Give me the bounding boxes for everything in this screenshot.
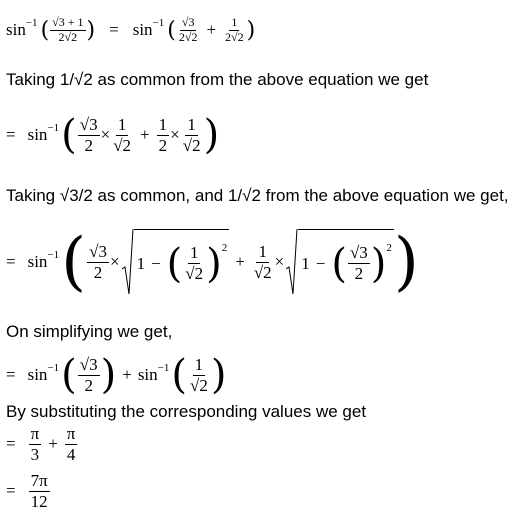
right-paren: )	[100, 352, 117, 398]
minus-sign: −	[315, 253, 326, 273]
denominator: √2	[113, 135, 132, 155]
one: 1	[301, 253, 310, 273]
fraction	[223, 16, 246, 45]
numerator: 1	[231, 14, 238, 29]
equation-line-5	[6, 424, 78, 464]
right-paren: )	[370, 240, 387, 287]
plus-sign: +	[122, 365, 132, 384]
exponent: 2	[221, 241, 228, 254]
plus-sign: +	[140, 125, 150, 144]
numerator: 1	[194, 354, 204, 374]
fraction	[181, 115, 203, 155]
fraction	[29, 471, 50, 511]
fraction	[183, 243, 205, 283]
radical-sign	[286, 229, 298, 295]
numerator: √3 + 1	[52, 14, 84, 29]
plus-sign: +	[206, 20, 217, 39]
left-paren: (	[166, 240, 183, 287]
numerator: 1	[189, 243, 199, 263]
one: 1	[136, 253, 146, 273]
numerator: 1	[117, 114, 127, 134]
numerator: √3	[349, 243, 368, 263]
radicand	[298, 229, 394, 295]
numerator: π	[30, 423, 40, 443]
right-paren: )	[203, 112, 220, 158]
equation-line-1	[6, 10, 255, 50]
fraction	[87, 242, 109, 282]
denominator: 2	[93, 262, 103, 282]
fraction	[78, 355, 100, 395]
equals-sign: =	[6, 481, 16, 500]
denominator: √2	[182, 135, 201, 155]
equals-sign: =	[6, 252, 16, 271]
fraction	[177, 16, 200, 45]
denominator: 2	[84, 375, 93, 395]
denominator: 2	[354, 264, 364, 283]
left-paren: (	[61, 225, 87, 299]
square-root	[122, 229, 230, 295]
equals-sign: =	[6, 434, 16, 453]
plus-sign: +	[235, 252, 245, 271]
equation-line-6	[6, 470, 51, 512]
right-paren: )	[393, 225, 419, 299]
fraction	[111, 115, 133, 155]
numerator: 1	[158, 114, 168, 134]
explanation-text-3: On simplifying we get,	[6, 322, 173, 341]
square-root	[286, 229, 394, 295]
fraction	[50, 16, 85, 45]
equals-sign: =	[6, 125, 16, 144]
left-paren: (	[61, 352, 77, 398]
denominator: √2	[185, 264, 204, 283]
inverse-exponent: −1	[47, 122, 60, 134]
denominator: 3	[30, 444, 40, 464]
equals-sign: =	[109, 20, 119, 39]
left-paren: (	[40, 17, 50, 43]
equation-line-2	[6, 108, 219, 162]
right-paren: )	[210, 352, 227, 398]
fraction	[252, 242, 274, 282]
right-paren: )	[246, 17, 256, 43]
numerator: √3	[181, 14, 195, 29]
denominator: 4	[66, 444, 76, 464]
numerator: 1	[187, 114, 196, 134]
fraction	[348, 243, 370, 283]
radicand	[134, 229, 230, 295]
left-paren: (	[167, 17, 176, 43]
equals-sign: =	[6, 365, 16, 384]
numerator: 7π	[30, 470, 48, 490]
fraction	[157, 115, 170, 155]
left-paren: (	[331, 240, 347, 287]
equation-line-3	[6, 222, 419, 302]
sin-function: sin	[27, 125, 48, 144]
numerator: √3	[79, 354, 98, 374]
denominator: 2	[158, 135, 168, 155]
numerator: √3	[89, 241, 107, 261]
denominator: 2√2	[225, 29, 244, 44]
denominator: 2	[84, 135, 93, 155]
right-paren: )	[86, 17, 96, 43]
denominator: √2	[253, 262, 272, 282]
explanation-text-4: By substituting the corresponding values we get	[6, 402, 367, 421]
inverse-exponent: −1	[47, 362, 60, 374]
left-paren: (	[171, 352, 187, 398]
explanation-text-2: Taking √3/2 as common, and 1/√2 from the above equation we get,	[6, 186, 509, 205]
right-paren: )	[206, 240, 222, 287]
times-sign: ×	[109, 252, 120, 271]
denominator: 12	[30, 491, 48, 511]
equation-line-4	[6, 348, 226, 402]
fraction	[78, 115, 100, 155]
denominator: 2√2	[178, 29, 198, 44]
inverse-exponent: −1	[47, 249, 60, 261]
minus-sign: −	[151, 253, 161, 273]
left-paren: (	[61, 112, 77, 158]
sin-function: sin	[27, 365, 48, 384]
numerator: 1	[258, 241, 267, 261]
times-sign: ×	[100, 125, 111, 144]
times-sign: ×	[274, 252, 285, 271]
explanation-text-1: Taking 1/√2 as common from the above equation we get	[6, 70, 429, 89]
plus-sign: +	[48, 434, 58, 453]
fraction	[29, 424, 42, 464]
denominator: 2√2	[58, 29, 78, 44]
inverse-exponent: −1	[157, 362, 170, 374]
radical-sign	[122, 229, 134, 295]
times-sign: ×	[170, 125, 180, 144]
sin-function: sin	[27, 252, 48, 271]
denominator: √2	[189, 375, 208, 395]
numerator: √3	[79, 114, 98, 134]
sin-function: sin	[132, 20, 153, 39]
inverse-exponent: −1	[152, 17, 165, 29]
exponent: 2	[386, 241, 392, 254]
sin-function: sin	[6, 20, 26, 39]
inverse-exponent: −1	[25, 17, 38, 29]
fraction	[188, 355, 210, 395]
fraction	[65, 424, 78, 464]
numerator: π	[66, 423, 76, 443]
sin-function: sin	[137, 365, 158, 384]
